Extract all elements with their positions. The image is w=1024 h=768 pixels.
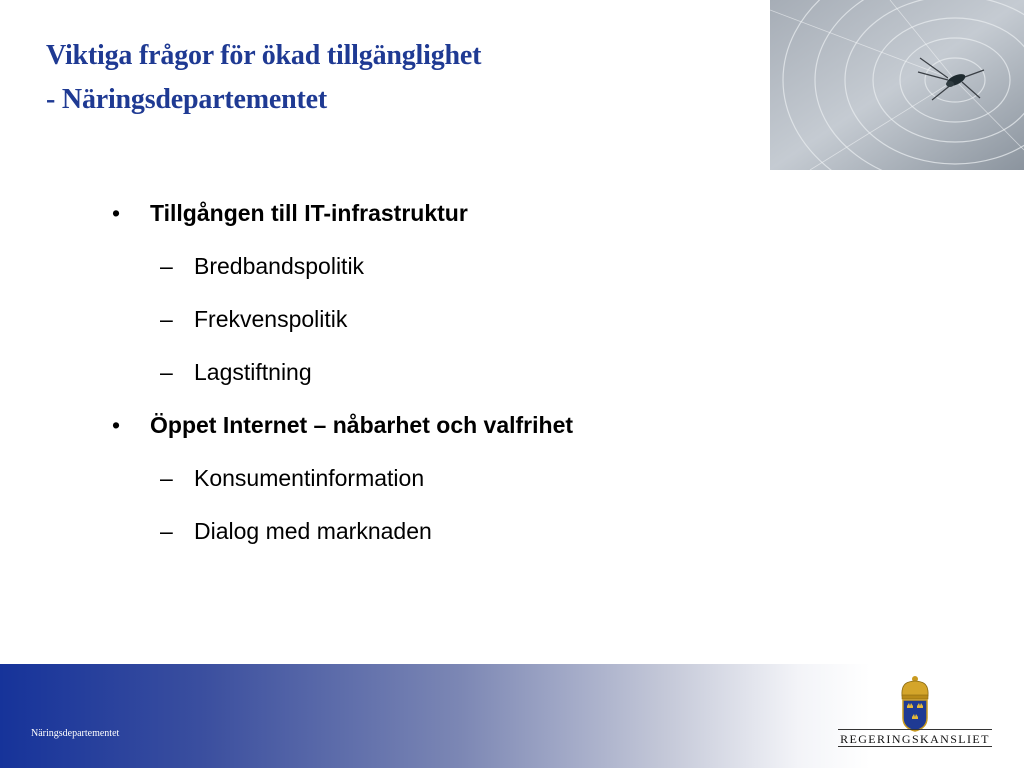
logo-wordmark: REGERINGSKANSLIET: [838, 729, 992, 747]
title-line-1: Viktiga frågor för ökad tillgänglighet: [46, 40, 482, 71]
sub-item: – Konsumentinformation: [160, 465, 425, 491]
bullet-item: • Öppet Internet – nåbarhet och valfrihet: [112, 412, 574, 438]
title-line-2: - Näringsdepartementet: [46, 84, 327, 115]
sub-item: – Lagstiftning: [160, 359, 312, 385]
sub-item: – Dialog med marknaden: [160, 518, 432, 544]
bullet-item: • Tillgången till IT-infrastruktur: [112, 200, 468, 226]
sub-item: – Frekvenspolitik: [160, 306, 348, 332]
sub-item: – Bredbandspolitik: [160, 253, 365, 279]
footer-department-label: Näringsdepartementet: [31, 728, 120, 739]
